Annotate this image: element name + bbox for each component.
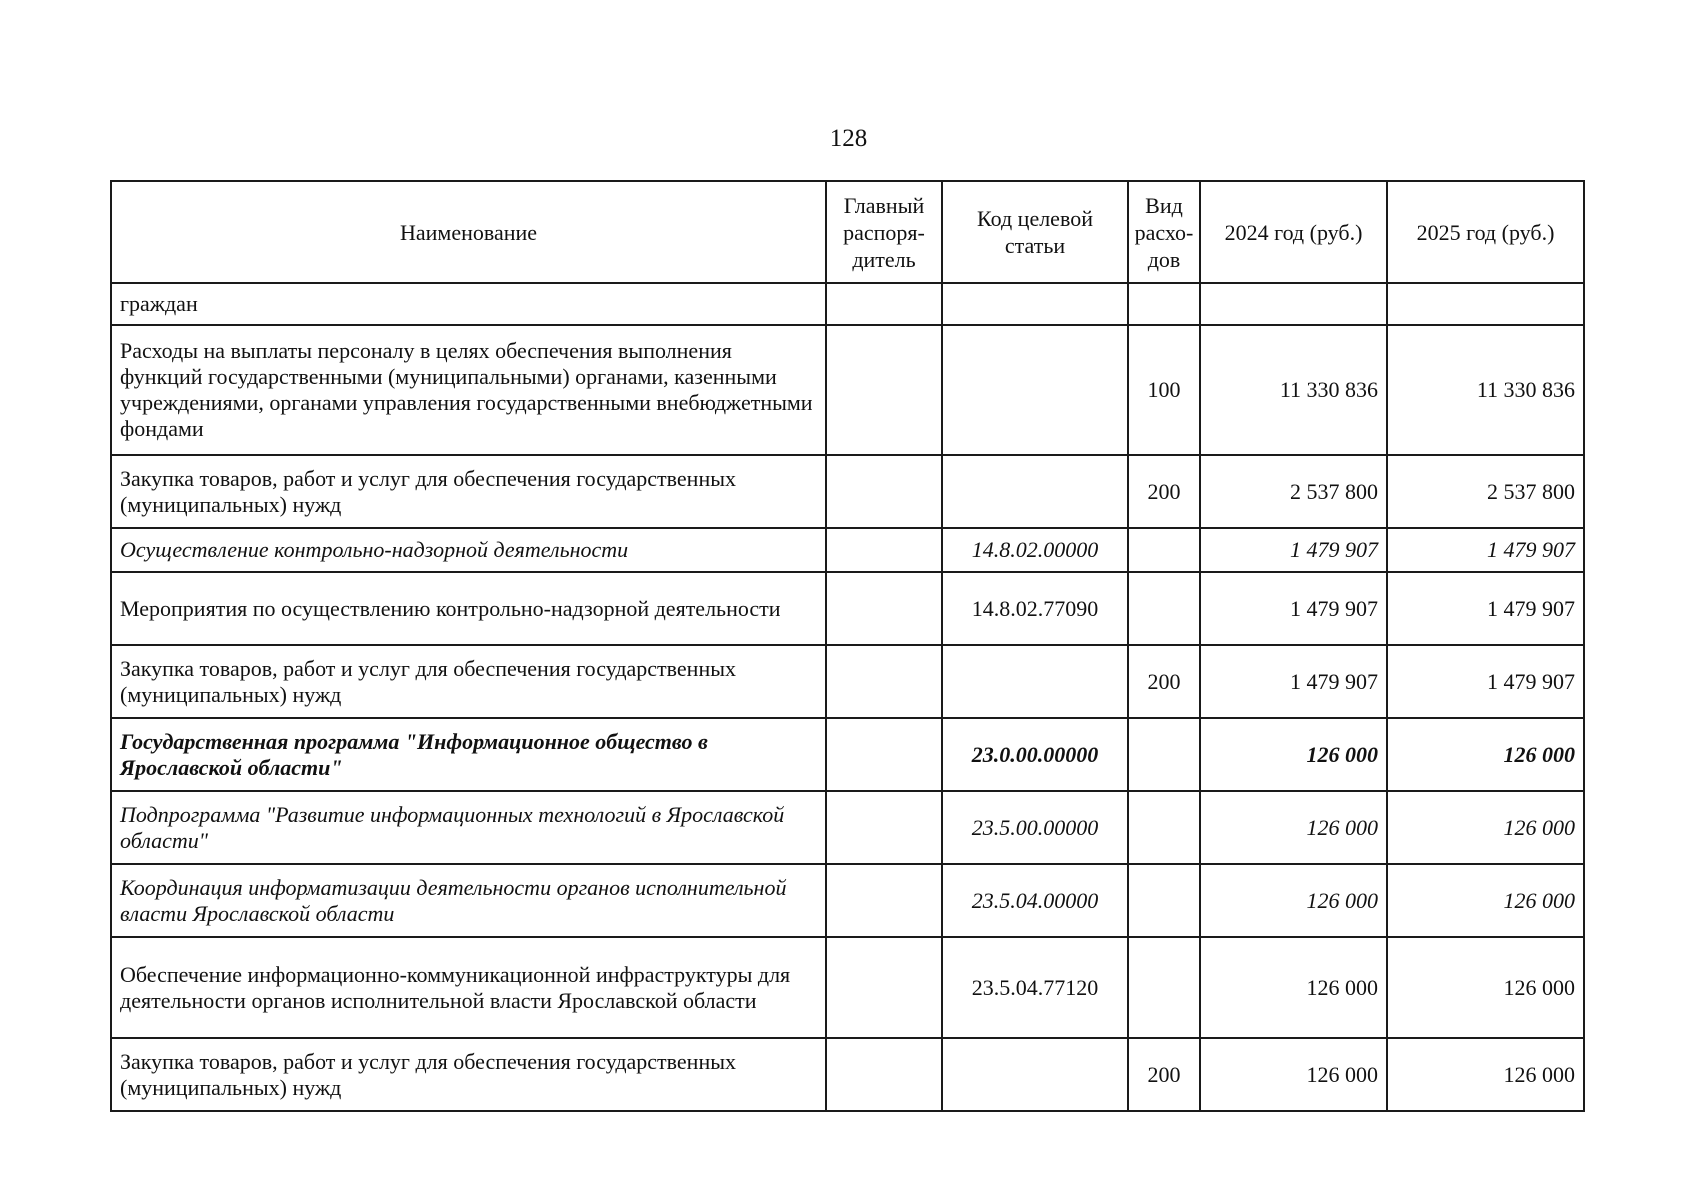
cell-kind: 200 <box>1128 1038 1200 1111</box>
cell-kind <box>1128 718 1200 791</box>
cell-2025: 1 479 907 <box>1387 572 1584 645</box>
cell-2025: 126 000 <box>1387 718 1584 791</box>
cell-manager <box>826 718 942 791</box>
cell-2024: 2 537 800 <box>1200 455 1387 528</box>
cell-code <box>942 283 1128 325</box>
cell-kind <box>1128 528 1200 572</box>
cell-kind <box>1128 864 1200 937</box>
header-code: Код целевой статьи <box>942 181 1128 283</box>
page-number: 128 <box>829 125 868 152</box>
cell-name: Расходы на выплаты персоналу в целях обеспечения выполнения функций государственными (муниципальными) органами, казенными учреждениями, органами управления государственными внебюджетными фондами <box>111 325 826 455</box>
cell-name: Государственная программа "Информационное общество в Ярославской области" <box>111 718 826 791</box>
cell-kind <box>1128 791 1200 864</box>
header-year-2024: 2024 год (руб.) <box>1200 181 1387 283</box>
cell-name: Подпрограмма "Развитие информационных технологий в Ярославской области" <box>111 791 826 864</box>
cell-2024: 126 000 <box>1200 718 1387 791</box>
cell-kind: 200 <box>1128 645 1200 718</box>
cell-2025: 126 000 <box>1387 791 1584 864</box>
header-name: Наименование <box>111 181 826 283</box>
table-row <box>111 791 1584 864</box>
cell-2024: 126 000 <box>1200 937 1387 1038</box>
cell-2024: 126 000 <box>1200 1038 1387 1111</box>
cell-2025: 11 330 836 <box>1387 325 1584 455</box>
table-row <box>111 645 1584 718</box>
cell-2024: 1 479 907 <box>1200 645 1387 718</box>
cell-code: 14.8.02.00000 <box>942 528 1128 572</box>
table-row <box>111 718 1584 791</box>
cell-2025 <box>1387 283 1584 325</box>
cell-2024: 126 000 <box>1200 864 1387 937</box>
cell-2024: 1 479 907 <box>1200 572 1387 645</box>
cell-2025: 126 000 <box>1387 1038 1584 1111</box>
cell-code: 14.8.02.77090 <box>942 572 1128 645</box>
table-row <box>111 325 1584 455</box>
table-body <box>111 283 1584 1111</box>
cell-kind <box>1128 283 1200 325</box>
cell-2025: 126 000 <box>1387 864 1584 937</box>
cell-manager <box>826 1038 942 1111</box>
cell-name: Закупка товаров, работ и услуг для обеспечения государственных (муниципальных) нужд <box>111 455 826 528</box>
cell-manager <box>826 791 942 864</box>
header-year-2025: 2025 год (руб.) <box>1387 181 1584 283</box>
cell-code: 23.5.04.77120 <box>942 937 1128 1038</box>
cell-2025: 2 537 800 <box>1387 455 1584 528</box>
cell-manager <box>826 864 942 937</box>
cell-kind <box>1128 572 1200 645</box>
cell-name: Координация информатизации деятельности органов исполнительной власти Ярославской области <box>111 864 826 937</box>
cell-2024: 11 330 836 <box>1200 325 1387 455</box>
cell-code: 23.5.04.00000 <box>942 864 1128 937</box>
cell-manager <box>826 325 942 455</box>
budget-table <box>110 180 1585 1112</box>
cell-code <box>942 325 1128 455</box>
cell-kind: 200 <box>1128 455 1200 528</box>
table-row <box>111 937 1584 1038</box>
table-row <box>111 455 1584 528</box>
header-manager: Главный распоря-дитель <box>826 181 942 283</box>
cell-manager <box>826 645 942 718</box>
cell-name: Мероприятия по осуществлению контрольно-надзорной деятельности <box>111 572 826 645</box>
cell-name: Закупка товаров, работ и услуг для обеспечения государственных (муниципальных) нужд <box>111 645 826 718</box>
cell-manager <box>826 528 942 572</box>
table-row <box>111 283 1584 325</box>
cell-2024: 1 479 907 <box>1200 528 1387 572</box>
cell-2025: 126 000 <box>1387 937 1584 1038</box>
cell-code <box>942 645 1128 718</box>
cell-code: 23.0.00.00000 <box>942 718 1128 791</box>
cell-manager <box>826 455 942 528</box>
cell-code <box>942 1038 1128 1111</box>
cell-code: 23.5.00.00000 <box>942 791 1128 864</box>
cell-code <box>942 455 1128 528</box>
cell-name: Осуществление контрольно-надзорной деятельности <box>111 528 826 572</box>
cell-2025: 1 479 907 <box>1387 528 1584 572</box>
table-header-row <box>111 181 1584 283</box>
table-row <box>111 528 1584 572</box>
cell-kind: 100 <box>1128 325 1200 455</box>
cell-2024 <box>1200 283 1387 325</box>
table-row <box>111 1038 1584 1111</box>
cell-manager <box>826 283 942 325</box>
cell-2024: 126 000 <box>1200 791 1387 864</box>
cell-name: Закупка товаров, работ и услуг для обеспечения государственных (муниципальных) нужд <box>111 1038 826 1111</box>
cell-manager <box>826 572 942 645</box>
header-kind: Вид расхо-дов <box>1128 181 1200 283</box>
cell-manager <box>826 937 942 1038</box>
cell-kind <box>1128 937 1200 1038</box>
cell-name: Обеспечение информационно-коммуникационной инфраструктуры для деятельности органов исполнительной власти Ярославской области <box>111 937 826 1038</box>
table-row <box>111 572 1584 645</box>
table-row <box>111 864 1584 937</box>
cell-2025: 1 479 907 <box>1387 645 1584 718</box>
cell-name: граждан <box>111 283 826 325</box>
